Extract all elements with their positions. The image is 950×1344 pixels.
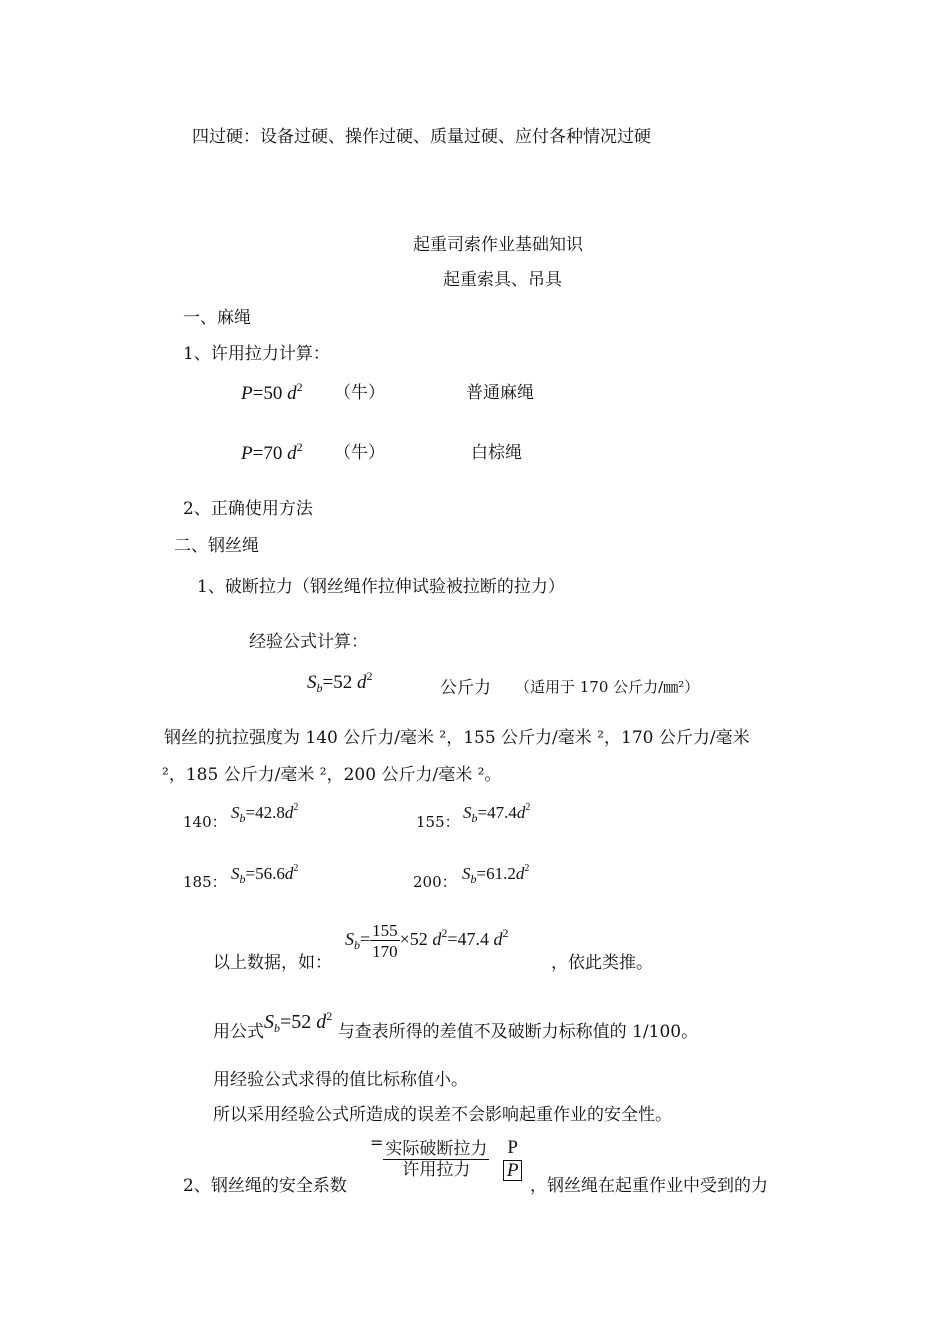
item-breaking-force: 1、破断拉力（钢丝绳作拉伸试验被拉断的拉力） (197, 577, 565, 597)
formula-desc: 白棕绳 (471, 443, 522, 463)
formula-unit: （牛） (334, 383, 385, 403)
item-safety-factor: 2、钢丝绳的安全系数 (183, 1176, 347, 1196)
case-formula: $S_b=56.6d^2$ (231, 863, 299, 886)
use-formula-line: 用公式$S_b=52$ $d^2$ 与查表所得的差值不及破断力标称值的 1/100。 (213, 1009, 699, 1042)
example-suffix: ，依此类推。 (551, 953, 653, 973)
section-heading-wire-rope: 二、钢丝绳 (174, 536, 259, 556)
formula-hemp-rope: P=50 $d^2$ (241, 380, 303, 404)
empirical-label: 经验公式计算： (249, 632, 368, 652)
main-formula-unit: 公斤力 (440, 678, 491, 698)
case-label: 185： (183, 873, 227, 891)
main-formula: $S_b=52$ $d^2$ (307, 669, 373, 695)
section-heading-hemp-rope: 一、麻绳 (183, 308, 251, 328)
formula-desc: 普通麻绳 (466, 383, 534, 403)
document-subtitle: 起重索具、吊具 (443, 270, 562, 290)
main-formula-note: （适用于 170 公斤力/㎜²） (515, 678, 700, 696)
example-prefix: 以上数据，如： (213, 953, 332, 973)
item-allowable-tension: 1、许用拉力计算： (183, 344, 330, 364)
example-formula: $S_b=$ $\frac{155}{170}$ ×52 $d^2=47.4$ $d^2$ (345, 921, 509, 961)
case-formula: $S_b=61.2d^2$ (462, 863, 530, 886)
case-label: 140： (183, 813, 227, 831)
case-label: 155： (416, 813, 460, 831)
document-title: 起重司索作业基础知识 (413, 235, 583, 255)
note-2: 所以采用经验公式所造成的误差不会影响起重作业的安全性。 (213, 1105, 672, 1125)
safety-factor-suffix: ，钢丝绳在起重作业中受到的力 (530, 1176, 768, 1196)
item-correct-usage: 2、正确使用方法 (183, 499, 313, 519)
note-1: 用经验公式求得的值比标称值小。 (213, 1070, 468, 1090)
formula-white-rope: P=70 $d^2$ (241, 440, 303, 464)
header-line: 四过硬：设备过硬、操作过硬、质量过硬、应付各种情况过硬 (192, 127, 651, 147)
safety-factor-formula: = $\frac{\text{实际破断拉力}}{\text{许用拉力}}$ P P (370, 1138, 522, 1181)
strength-line-1: 钢丝的抗拉强度为 140 公斤力/毫米 ²，155 公斤力/毫米 ²，170 公斤力/毫米 (164, 728, 750, 748)
case-formula: $S_b=42.8d^2$ (231, 802, 299, 825)
case-formula: $S_b=47.4d^2$ (463, 802, 531, 825)
formula-unit: （牛） (334, 443, 385, 463)
strength-line-2: ²，185 公斤力/毫米 ²，200 公斤力/毫米 ²。 (162, 765, 502, 785)
case-label: 200： (413, 873, 457, 891)
